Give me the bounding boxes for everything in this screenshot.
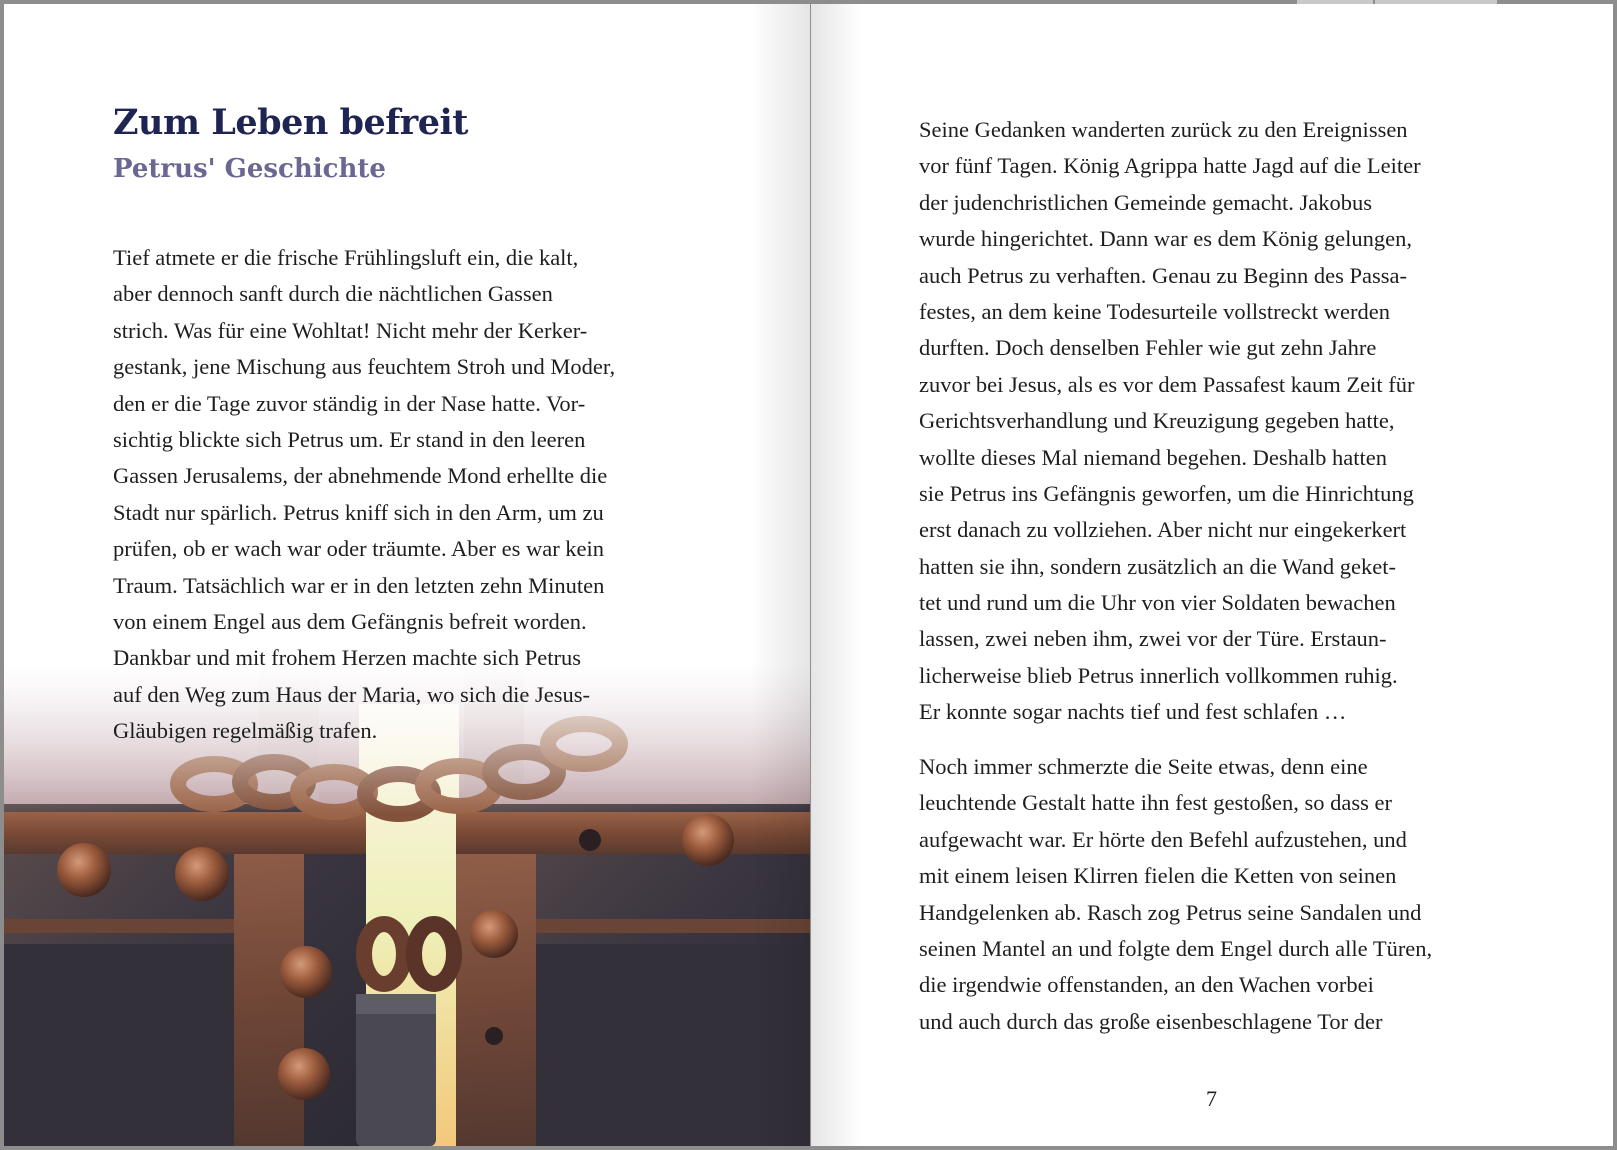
text-line: Tief atmete er die frische Frühlingsluft ein, die kalt, <box>113 245 579 270</box>
text-line: gestank, jene Mischung aus feuchtem Stroh und Moder, <box>113 354 616 380</box>
text-line: sichtig blickte sich Petrus um. Er stand in den leeren <box>113 426 586 452</box>
text-line: hatten sie ihn, sondern zusätzlich an die Wand geket- <box>919 553 1396 579</box>
chapter-subtitle: Petrus' Geschichte <box>113 154 386 184</box>
text-line: Dankbar und mit frohem Herzen machte sich Petrus <box>113 645 581 671</box>
text-line: vor fünf Tagen. König Agrippa hatte Jagd auf die Leiter <box>919 153 1421 179</box>
text-line: zuvor bei Jesus, als es vor dem Passafest kaum Zeit für <box>919 371 1415 397</box>
text-line: mit einem leisen Klirren fielen die Ketten von seinen <box>919 863 1397 889</box>
text-line: lassen, zwei neben ihm, zwei vor der Türe. Erstaun- <box>919 626 1387 652</box>
text-line: wurde hingerichtet. Dann war es dem König gelungen, <box>919 226 1412 252</box>
right-paragraph-1 <box>919 112 1421 731</box>
text-line: Stadt nur spärlich. Petrus kniff sich in den Arm, um zu <box>113 499 604 525</box>
text-line: sie Petrus ins Gefängnis geworfen, um die Hinrichtung <box>919 480 1414 506</box>
text-line: und auch durch das große eisenbeschlagene Tor der <box>919 1008 1383 1034</box>
text-line: durften. Doch denselben Fehler wie gut zehn Jahre <box>919 335 1377 361</box>
text-line: auch Petrus zu verhaften. Genau zu Beginn des Passa- <box>919 262 1407 288</box>
chapter-title: Zum Leben befreit <box>113 102 468 143</box>
text-line: erst danach zu vollziehen. Aber nicht nur eingekerkert <box>919 517 1407 543</box>
text-line: den er die Tage zuvor ständig in der Nase hatte. Vor- <box>113 390 586 416</box>
text-line: Gerichtsverhandlung und Kreuzigung gegeben hatte, <box>919 408 1395 434</box>
text-line: Gassen Jerusalems, der abnehmende Mond erhellte die <box>113 463 608 489</box>
text-line: Er konnte sogar nachts tief und fest schlafen … <box>919 699 1347 725</box>
text-line: licherweise blieb Petrus innerlich vollkommen ruhig. <box>919 662 1398 688</box>
text-line: Gläubigen regelmäßig trafen. <box>113 718 378 744</box>
text-line: die irgendwie offenstanden, an den Wachen vorbei <box>919 972 1374 998</box>
left-paragraph <box>113 240 615 749</box>
text-line: aufgewacht war. Er hörte den Befehl aufzustehen, und <box>919 826 1407 852</box>
text-line: wollte dieses Mal niemand begehen. Deshalb hatten <box>919 444 1387 470</box>
text-line: auf den Weg zum Haus der Maria, wo sich die Jesus- <box>113 681 591 707</box>
text-line: prüfen, ob er wach war oder träumte. Aber es war kein <box>113 536 605 562</box>
page-number: 7 <box>1206 1086 1217 1111</box>
text-line: seinen Mantel an und folgte dem Engel durch alle Türen, <box>919 935 1433 961</box>
text-line: Seine Gedanken wanderten zurück zu den Ereignissen <box>919 117 1408 142</box>
text-line: Traum. Tatsächlich war er in den letzten zehn Minuten <box>113 572 605 598</box>
text-line: aber dennoch sanft durch die nächtlichen Gassen <box>113 281 553 307</box>
right-paragraph-2 <box>919 749 1432 1040</box>
text-line: leuchtende Gestalt hatte ihn fest gestoßen, so dass er <box>919 790 1392 816</box>
text-line: der judenchristlichen Gemeinde gemacht. Jakobus <box>919 189 1372 215</box>
right-page <box>811 4 1613 1146</box>
text-line: festes, an dem keine Todesurteile vollstreckt werden <box>919 298 1390 324</box>
text-line: strich. Was für eine Wohltat! Nicht mehr der Kerker- <box>113 317 588 343</box>
text-line: Noch immer schmerzte die Seite etwas, denn eine <box>919 754 1368 779</box>
text-line: von einem Engel aus dem Gefängnis befreit worden. <box>113 608 587 634</box>
text-line: tet und rund um die Uhr von vier Soldaten bewachen <box>919 590 1396 616</box>
text-line: Handgelenken ab. Rasch zog Petrus seine Sandalen und <box>919 899 1422 925</box>
left-page <box>4 4 810 1146</box>
spine-shadow-right <box>811 4 861 1146</box>
